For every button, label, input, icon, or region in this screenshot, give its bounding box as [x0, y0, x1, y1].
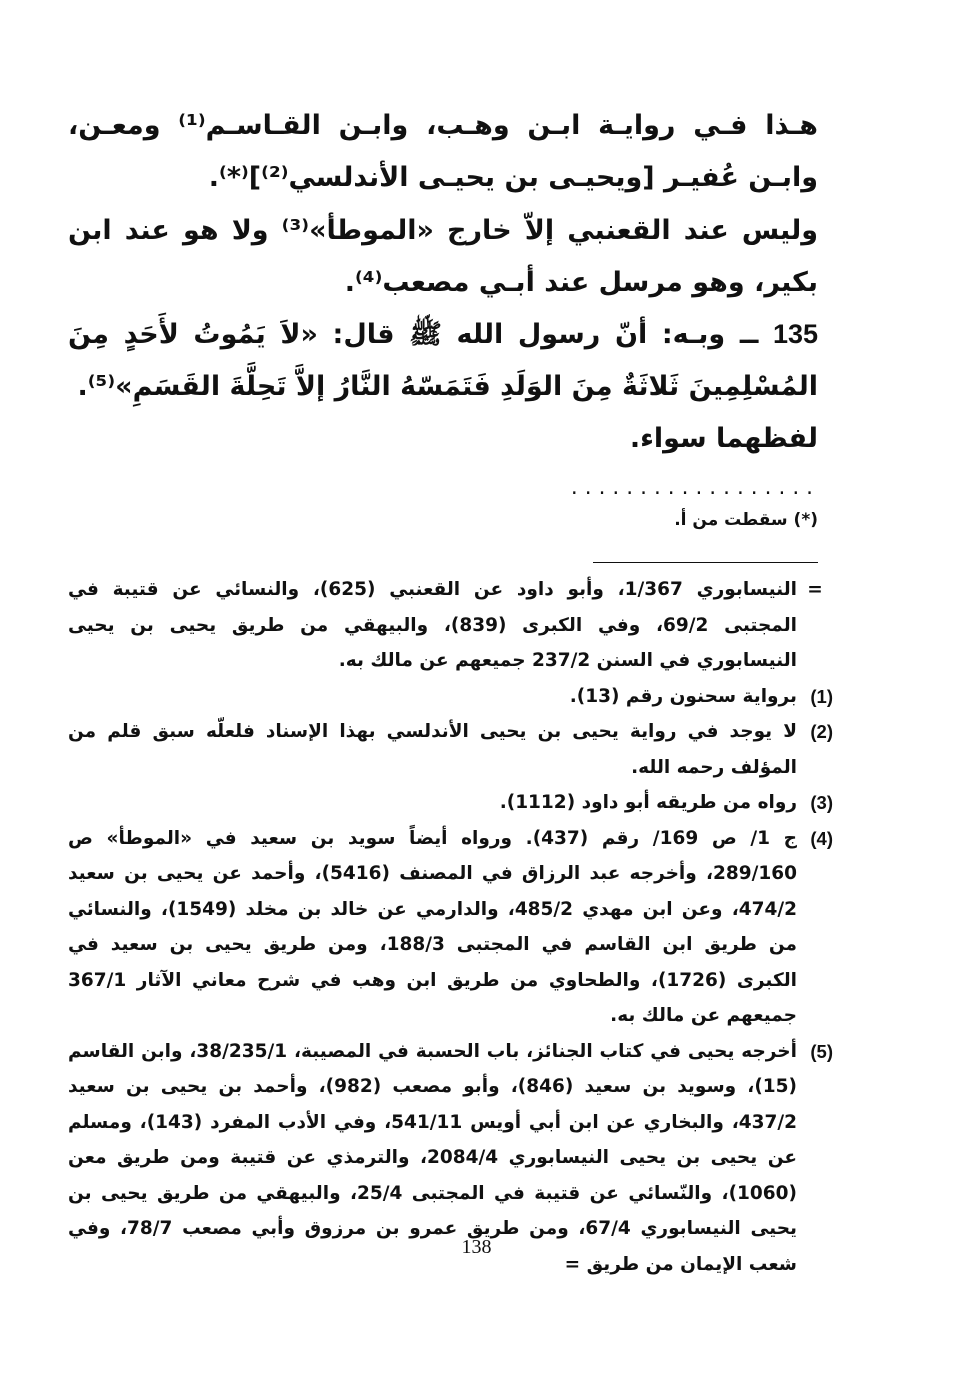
- page-number: 138: [461, 1236, 492, 1258]
- footnote-marker: (5): [810, 1040, 833, 1062]
- footnotes: [68, 572, 833, 1282]
- footnote-continuation: [68, 572, 833, 679]
- separator-dots: ..................: [568, 478, 818, 499]
- footnote-3: [68, 785, 833, 821]
- hadith-paragraph: [68, 308, 818, 413]
- footnote-text: برواية سحنون رقم (13).: [569, 685, 797, 707]
- main-paragraph-4: لفظهما سواء.: [629, 423, 818, 454]
- footnote-marker: (4): [810, 827, 833, 849]
- footnote-continuation-text: النيسابوري 1/367، وأبو داود عن القعنبي (625)، والنسائي عن قتيبة في المجتبى 69/2، وفي الكبرى (839)، والبيهقي من طريق يحيى بن يحيى النيسابوري في السنن 237/2 جميعهم عن مالك به.: [68, 579, 797, 671]
- footnote-rule: [593, 562, 818, 563]
- main-paragraph-1: هـذا فـي روايـة ابـن وهـب، وابـن القـاسـم⁽¹⁾ ومعـن، وابـن عُفيـر [ويحيـى بن يحيـى الأندلسي⁽²⁾]⁽*⁾.: [68, 110, 818, 193]
- footnote-text: أخرجه يحيى في كتاب الجنائز، باب الحسبة في المصيبة، 38/235/1، وابن القاسم (15)، وسويد بن سعيد (846)، وأبو مصعب (982)، وأحمد بن يحيى بن سعيد 437/2، والبخاري عن ابن أبي أويس 541/11، وفي الأدب المفرد (143)، ومسلم عن يحيى بن يحيى النيسابوري 2084/4، والترمذي عن قتيبة ومن طريق معن (1060)، والنّسائي عن قتيبة في المجتبى 25/4، والبيهقي من طريق يحيى بن يحيى النيسابوري 67/4، ومن طريق عمرو بن مرزوق وأبي مصعب 78/7، وفي شعب الإيمان من طريق =: [68, 1040, 798, 1275]
- main-paragraph-2: وليس عند القعنبي إلاّ خارج «الموطأ»⁽³⁾ ولا هو عند ابن بكير، وهو مرسل عند أبـي مصعب⁽⁴⁾.: [68, 215, 818, 298]
- footnote-1: [68, 679, 833, 715]
- footnote-4: [68, 821, 833, 1034]
- footnote-text: لا يوجد في رواية يحيى بن يحيى الأندلسي بهذا الإسناد فلعلّه سبق قلم من المؤلف رحمه الله.: [68, 721, 797, 778]
- footnote-2: [68, 714, 833, 785]
- footnote-text: رواه من طريقه أبو داود (1112).: [499, 792, 797, 813]
- footnote-marker: (3): [810, 792, 833, 813]
- hadith-number: 135: [772, 319, 818, 349]
- footnote-marker: (2): [810, 721, 833, 742]
- hadith-text: ــ وبـه: أنّ رسول الله ﷺ قال: «لاَ يَمُوتُ لأَحَدٍ مِنَ المُسْلِمِينَ ثَلاثَةٌ مِنَ الوَلَدِ فَتَمَسّهُ النَّارُ إلاَّ تَحِلَّةَ القَسَمِ»⁽⁵⁾.: [68, 319, 818, 402]
- continuation-marker: =: [807, 579, 823, 600]
- star-note: (*) سقطت من أ.: [674, 510, 818, 530]
- footnote-text: ج 1/ ص 169/ رقم (437). ورواه أيضاً سويد بن سعيد في «الموطأ» ص 289/160، وأخرجه عبد الرزاق في المصنف (5416)، وأحمد عن يحيى بن سعيد 474/2، وعن ابن مهدي 485/2، والدارمي عن خالد بن مخلد (1549)، والنسائي من طريق ابن القاسم في المجتبى 188/3، ومن طريق يحيى بن سعيد في الكبرى (1726)، والطحاوي من طريق ابن وهب في شرح معاني الآثار 367/1 جميعهم عن مالك به.: [68, 827, 797, 1026]
- footnote-marker: (1): [810, 685, 833, 707]
